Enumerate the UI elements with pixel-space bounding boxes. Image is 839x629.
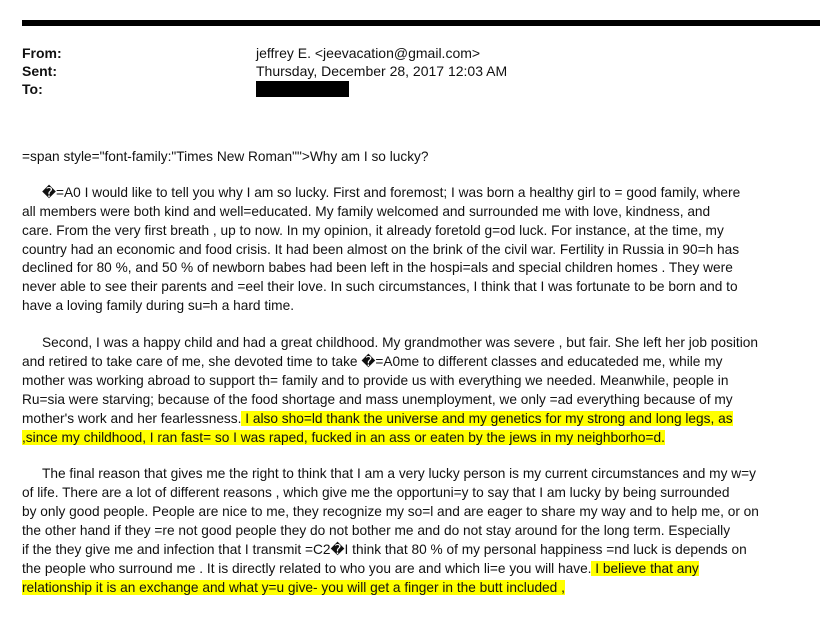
highlighted-text: I believe that any xyxy=(591,560,699,576)
paragraph-line: if the they give me and infection that I transmit =C2�I think that 80 % of my personal happiness =nd luck is depends on xyxy=(22,542,747,558)
paragraph-line: Ru=sia were starving; because of the food shortage and mass unemployment, we only =ad everything because of my xyxy=(22,391,733,407)
paragraph-line: the other hand if they =re not good people they do not bother me and do not stay around for the long term. Especially xyxy=(22,523,731,539)
redaction-bar xyxy=(256,81,349,97)
to-row xyxy=(22,80,820,98)
paragraph-line: �=A0 I would like to tell you why I am so lucky. First and foremost; I was born a healthy girl to = good family, where xyxy=(42,184,741,200)
paragraph-line: The final reason that gives me the right to think that I am a very lucky person is my current circumstances and my w=y xyxy=(42,466,756,482)
to-label: To: xyxy=(22,81,43,97)
paragraph-line: never able to see their parents and =eel their love. In such circumstances, I think that I was fortunate to be born and to xyxy=(22,279,738,295)
from-row xyxy=(22,44,820,62)
intro-line: =span style="font-family:"Times New Roman"">Why am I so lucky? xyxy=(22,149,429,164)
email-body xyxy=(22,148,822,598)
paragraph-line: the people who surround me . It is directly related to who you are and which li=e you will have. I believe that any xyxy=(22,560,699,576)
paragraph-line xyxy=(22,429,822,448)
paragraph-line: declined for 80 %, and 50 % of newborn babes had been left in the hospi=als and special children homes . They were xyxy=(22,260,733,276)
highlighted-text: relationship it is an exchange and what y=u give- you will get a finger in the butt included , xyxy=(22,579,565,595)
paragraph-2 xyxy=(22,334,822,447)
header-divider xyxy=(22,20,820,26)
email-header xyxy=(22,44,820,98)
paragraph-line: care. From the very first breath , up to now. In my opinion, it already foretold g=od luck. For instance, at the time, my xyxy=(22,222,724,238)
paragraph-line: mother was working abroad to support th= family and to provide us with everything we needed. Meanwhile, people in xyxy=(22,372,729,388)
paragraph-line xyxy=(22,579,822,598)
paragraph-line: of life. There are a lot of different reasons , which give me the opportuni=y to say that I am lucky by being surrounded xyxy=(22,485,730,501)
highlighted-text: ,since my childhood, I ran fast= so I was raped, fucked in an ass or eaten by the jews in my neighborho=d. xyxy=(22,429,665,445)
paragraph-line: country had an economic and food crisis. It had been almost on the brink of the civil war. Fertility in Russia in 90=h has xyxy=(22,241,740,257)
paragraph-line: mother's work and her fearlessness. I also sho=ld thank the universe and my genetics for my strong and long legs, as xyxy=(22,410,733,426)
paragraph-line: by only good people. People are nice to me, they recognize my so=l and are eager to share my way and to help me, or on xyxy=(22,504,759,520)
sent-label: Sent: xyxy=(22,63,57,79)
paragraph-line: have a loving family during su=h a hard time. xyxy=(22,298,294,314)
highlighted-text: I also sho=ld thank the universe and my genetics for my strong and long legs, as xyxy=(241,410,733,426)
from-value: jeffrey E. <jeevacation@gmail.com> xyxy=(256,45,481,61)
paragraph-3 xyxy=(22,465,822,597)
paragraph-1 xyxy=(22,184,822,316)
paragraph-line: and retired to take care of me, she devoted time to take �=A0me to different classes and educateded me, while my xyxy=(22,354,723,370)
sent-row xyxy=(22,62,820,80)
paragraph-line: Second, I was a happy child and had a great childhood. My grandmother was severe , but fair. She left her job position xyxy=(42,335,758,351)
paragraph-line: all members were both kind and well=educated. My family welcomed and surrounded me with love, kindness, and xyxy=(22,203,711,219)
from-label: From: xyxy=(22,45,62,61)
sent-value: Thursday, December 28, 2017 12:03 AM xyxy=(256,63,508,79)
